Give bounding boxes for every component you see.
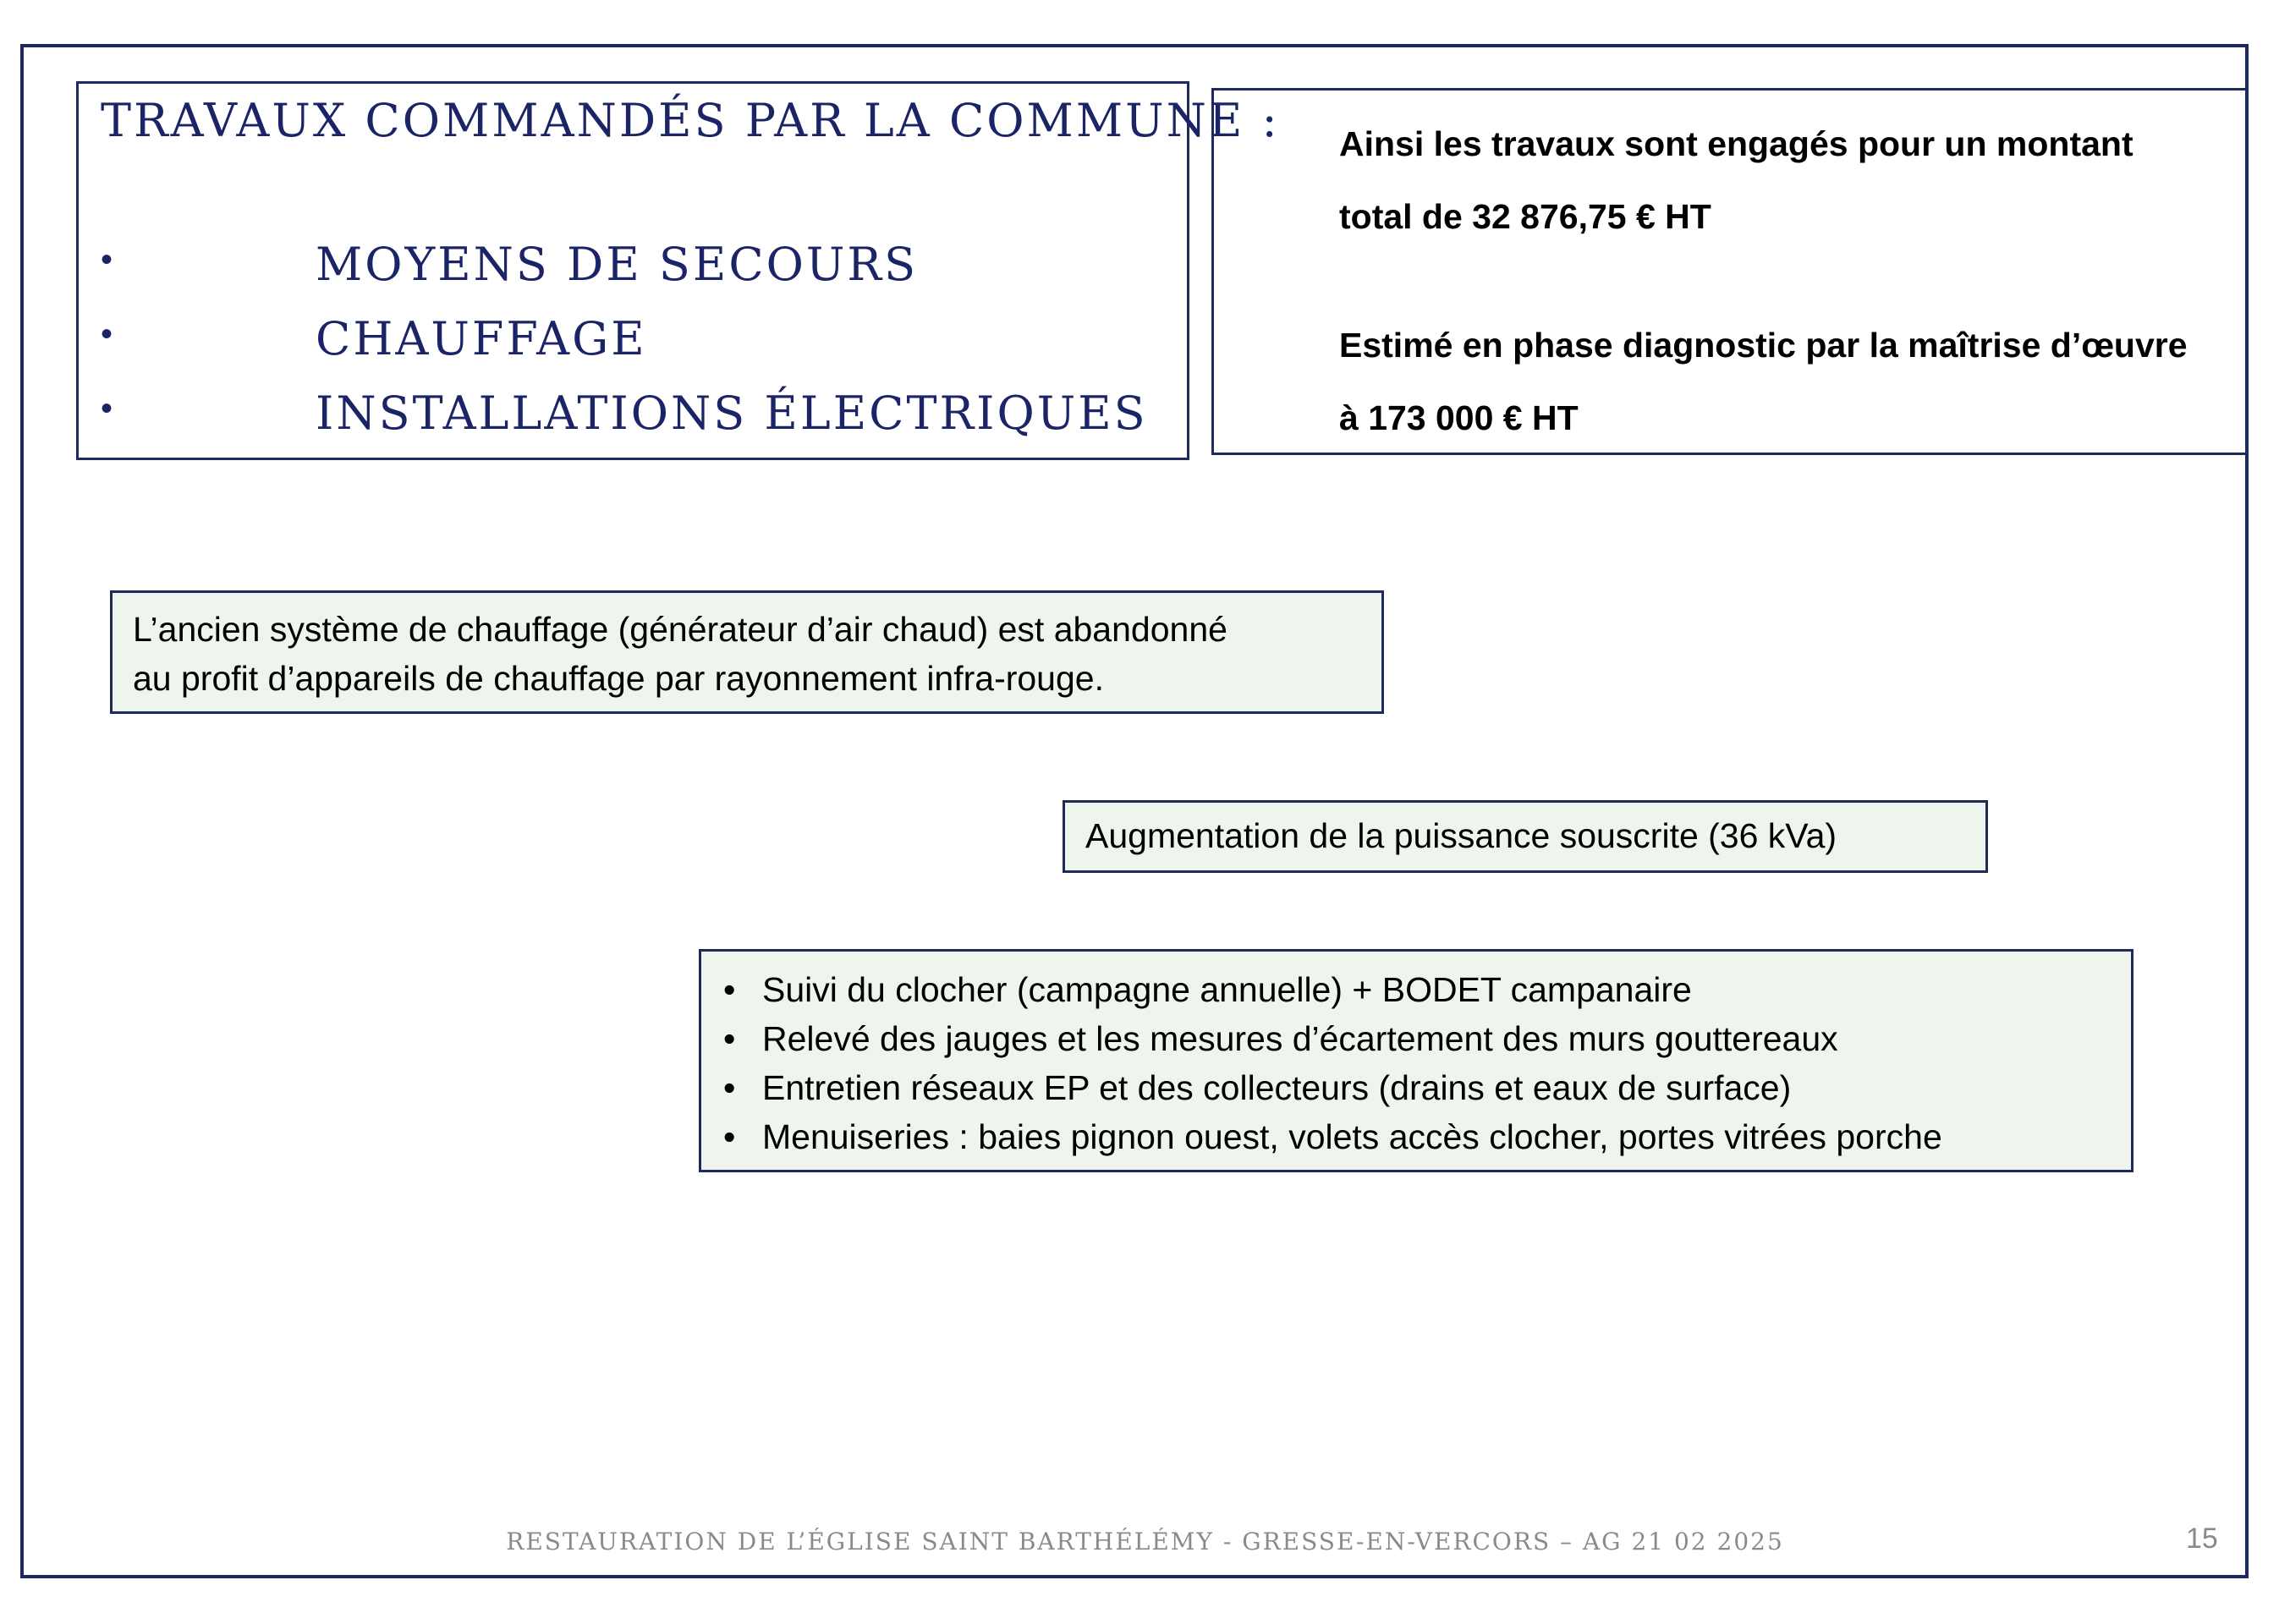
heating-note-line: L’ancien système de chauffage (générateur d’air chaud) est abandonné	[133, 610, 1227, 649]
power-note-text: Augmentation de la puissance souscrite (36 kVa)	[1085, 816, 1837, 855]
works-title-heading: TRAVAUX COMMANDÉS PAR LA COMMUNE :	[101, 94, 1280, 147]
cost-line: Ainsi les travaux sont engagés pour un montant	[1339, 124, 2133, 163]
power-note-box	[1063, 800, 1988, 873]
works-title-box	[76, 81, 1280, 460]
maintenance-item-text: Menuiseries : baies pignon ouest, volets accès clocher, portes vitrées porche	[762, 1117, 1942, 1156]
bullet-icon: •	[101, 390, 113, 427]
heating-note-box	[110, 590, 1384, 714]
bullet-icon: •	[101, 315, 113, 353]
cost-total: total de 32 876,75 € HT	[1339, 197, 1711, 236]
works-item-label: MOYENS DE SECOURS	[316, 238, 919, 291]
bullet-icon: •	[723, 970, 736, 1009]
bullet-icon: •	[723, 1068, 736, 1107]
heating-note-text	[133, 605, 1227, 703]
maintenance-item-text: Suivi du clocher (campagne annuelle) + BODET campanaire	[762, 970, 1692, 1009]
works-item-label: INSTALLATIONS ÉLECTRIQUES	[316, 387, 1148, 440]
bullet-icon: •	[723, 1117, 736, 1156]
bullet-icon: •	[101, 241, 113, 278]
maintenance-list-box	[699, 949, 2133, 1172]
works-item-label: CHAUFFAGE	[316, 312, 647, 365]
bullet-icon: •	[723, 1019, 736, 1058]
maintenance-item-text: Entretien réseaux EP et des collecteurs (drains et eaux de surface)	[762, 1068, 1792, 1107]
heating-note-line: au profit d’appareils de chauffage par rayonnement infra-rouge.	[133, 659, 1104, 698]
estimate-total: à 173 000 € HT	[1339, 398, 1579, 437]
slide-footer: RESTAURATION DE L’ÉGLISE SAINT BARTHÉLÉMY - GRESSE-EN-VERCORS – AG 21 02 2025	[506, 1528, 1784, 1555]
maintenance-item-text: Relevé des jauges et les mesures d’écartement des murs gouttereaux	[762, 1019, 1838, 1058]
page-number: 15	[2186, 1522, 2218, 1555]
estimate-line: Estimé en phase diagnostic par la maîtrise d’œuvre	[1339, 326, 2188, 365]
cost-summary-box	[1211, 88, 2249, 455]
